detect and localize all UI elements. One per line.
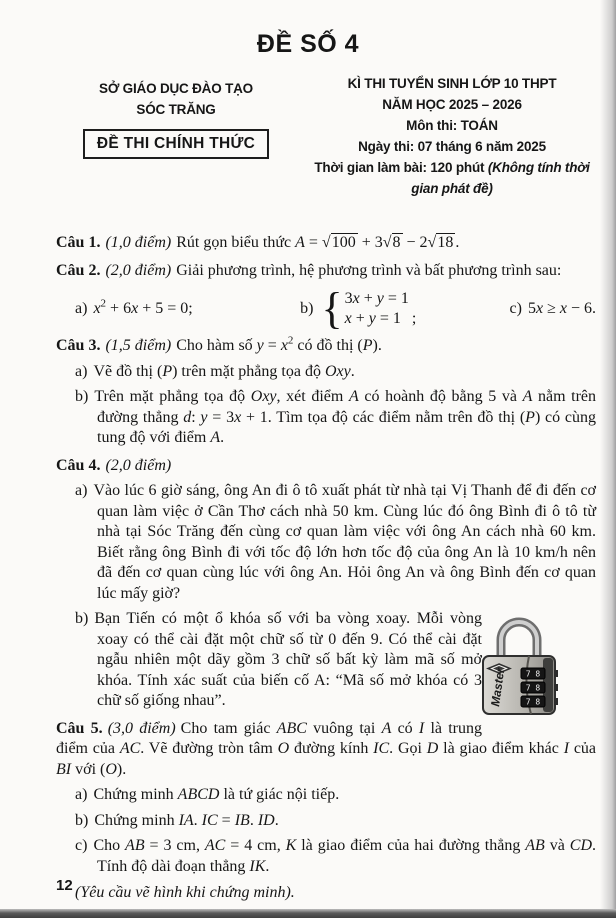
question-3b-text: Trên mặt phẳng tọa độ Oxy, xét điểm A có hoành độ bằng 5 và A nằm trên đường thẳng d: y = 3x + 1. Tìm tọa độ các điểm nằm trên đồ thị (P) có cùng tung độ với điểm A. [94,388,597,446]
question-5c-text: Cho AB = 3 cm, AC = 4 cm, K là giao điểm của hai đường thẳng AB và CD. Tính độ dài đoạn thẳng IK. [93,837,597,875]
option-a-label: a) [75,299,88,317]
question-1 [56,233,596,254]
question-5b-text: Chứng minh IA. IC = IB. ID. [94,811,279,829]
question-4b-text: Bạn Tiến có một ổ khóa số với ba vòng xoay. Mỗi vòng xoay có thể cài đặt một chữ số từ 0 đến 9. Có thể cài đặt ngẫu nhiên một dãy gồm 3 chữ số bất kỳ làm mã số mở khóa. Tính xác suất của biến cố A: “Mã số mở khóa có 3 chữ số giống nhau”. [94,610,482,709]
page-number: 12 [56,877,73,894]
lock-dial-3: 7 8 [525,697,541,707]
question-1-points: (1,0 điểm) [105,234,172,251]
question-3a [75,362,596,383]
duration-text: Thời gian làm bài: 120 phút [314,160,488,175]
question-3a-text: Vẽ đồ thị (P) trên mặt phẳng tọa độ Oxy. [93,362,355,380]
exam-title-line: KÌ THI TUYỂN SINH LỚP 10 THPT [347,76,557,91]
question-3-points: (1,5 điểm) [105,337,172,354]
question-5a [75,785,596,806]
question-3b-label: b) [75,388,89,405]
question-4-points: (2,0 điểm) [105,456,172,474]
subject-line: Môn thi: TOÁN [406,118,498,133]
system-brace: { [321,284,343,334]
exam-date-line: Ngày thi: 07 tháng 6 năm 2025 [358,139,546,154]
question-3 [56,336,596,357]
question-5c [75,836,596,877]
question-4a-text: Vào lúc 6 giờ sáng, ông An đi ô tô xuất phát từ nhà tại Vị Thanh để đi đến cơ quan làm việc ở Cần Thơ cách nhà 50 km. Cùng lúc đó ông Bình đi ô tô từ nhà tại Sóc Trăng đến cùng cơ quan làm việc với ông An cách nhà 60 km. Biết rằng ông Bình đi với tốc độ lớn hơn tốc độ của ông An là 10 km/h nên đã đến cơ quan cùng lúc với ông An. Hỏi ông An và ông Bình đến cơ quan lúc mấy giờ? [93,482,596,602]
question-2-text: Giải phương trình, hệ phương trình và bất phương trình sau: [176,261,562,279]
lock-dial-1: 7 8 [525,669,541,679]
lock-dial-2: 7 8 [525,683,541,693]
question-4 [56,456,596,477]
page-bottom-edge [0,909,616,918]
page-right-edge-shadow [600,0,616,918]
option-a-quadratic [75,299,300,320]
lock-brand-text: Master [488,667,508,708]
question-5a-label: a) [75,786,88,803]
exam-header [50,73,602,199]
duration-note: (Không tính thời gian phát đề) [411,160,590,196]
option-a-equation: $x^2 + 6x + 5 = 0$; [93,297,193,317]
question-3-label: Câu 3. [56,337,101,354]
question-4a [75,481,596,604]
question-2-points: (2,0 điểm) [105,261,172,279]
drawing-requirement-note: (Yêu cầu vẽ hình khi chứng minh). [75,884,295,901]
question-3a-label: a) [75,362,88,380]
question-2 [56,261,596,282]
question-5a-text: Chứng minh ABCD là tứ giác nội tiếp. [93,786,340,803]
option-b-system [300,284,509,334]
question-5b-label: b) [75,811,89,829]
exam-body [56,233,596,904]
issuer-name: SỞ GIÁO DỤC ĐÀO TẠO [99,81,253,96]
question-4b-label: b) [75,610,89,627]
question-4a-label: a) [75,482,88,499]
combination-padlock-image [490,605,592,719]
system-line-1: 3x + y = 1 [344,290,409,307]
question-3-text: Cho hàm số $y = x^2$ có đồ thị (P). [176,334,382,354]
question-1-text: Rút gọn biểu thức A = √100 + 3√8 − 2√18 . [176,234,460,251]
duration-line [302,157,602,199]
question-5-label: Câu 5. [56,719,103,737]
question-2-options [75,284,596,334]
option-c-equation: 5x ≥ x − 6. [527,299,596,317]
option-c-inequality [510,299,596,320]
official-exam-stamp: ĐỀ THI CHÍNH THỨC [83,129,269,159]
question-4-label: Câu 4. [56,456,101,474]
school-year-line: NĂM HỌC 2025 – 2026 [382,97,522,112]
question-3b [75,387,596,449]
exam-info-block [302,73,602,199]
system-equations [345,289,409,329]
option-b-label: b) [300,299,314,317]
option-c-label: c) [509,299,522,317]
province-name: SÓC TRĂNG [136,102,216,117]
question-1-label: Câu 1. [56,234,101,251]
question-4b [75,609,596,712]
question-5-text: Cho tam giác ABC vuông tại A có I là trung điểm của AC. Vẽ đường tròn tâm O đường kính IC. Gọi D là giao điểm khác I của BI với (O). [56,719,597,778]
question-5 [56,719,596,781]
question-5c-label: c) [75,837,88,854]
question-5b [75,811,596,832]
system-line-2: x + y = 1 [344,310,401,327]
system-semicolon: ; [411,309,417,327]
page-title: ĐỀ SỐ 4 [256,30,360,58]
question-5-points: (3,0 điểm) [107,719,176,737]
issuer-block [50,73,302,199]
question-2-label: Câu 2. [56,261,101,279]
